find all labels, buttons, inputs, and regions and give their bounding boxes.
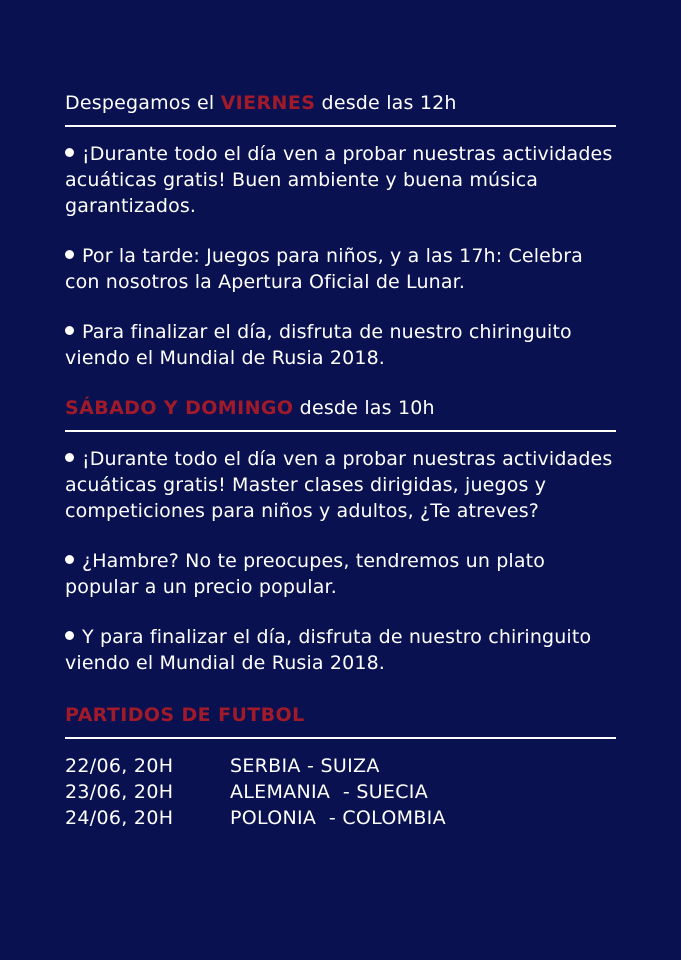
poster-content	[65, 88, 616, 831]
bullet-icon	[65, 326, 74, 335]
match-date: 23/06, 20H	[65, 781, 174, 803]
match-row	[65, 753, 616, 779]
divider	[65, 125, 616, 127]
bullet-icon	[65, 555, 74, 564]
match-date: 22/06, 20H	[65, 755, 174, 777]
match-date: 24/06, 20H	[65, 807, 174, 829]
matches-list	[65, 753, 616, 831]
bullet-icon	[65, 453, 74, 462]
section-heading-viernes: Despegamos el VIERNES desde las 12h	[65, 92, 457, 114]
list-item: Y para finalizar el día, disfruta de nuestro chiringuito viendo el Mundial de Rusia 2018.	[65, 626, 592, 674]
match-row	[65, 805, 616, 831]
heading-accent: VIERNES	[220, 92, 316, 114]
bullet-icon	[65, 250, 74, 259]
list-item: ¡Durante todo el día ven a probar nuestras actividades acuáticas gratis! Master clases dirigidas, juegos y competiciones para niños y adultos, ¿Te atreves?	[65, 448, 613, 522]
divider	[65, 430, 616, 432]
section-heading-weekend: SÁBADO Y DOMINGO desde las 10h	[65, 397, 435, 419]
match-teams: SERBIA - SUIZA	[230, 755, 380, 777]
heading-accent: SÁBADO Y DOMINGO	[65, 397, 294, 419]
match-row	[65, 779, 616, 805]
matches-heading: PARTIDOS DE FUTBOL	[65, 704, 305, 726]
list-item: Por la tarde: Juegos para niños, y a las 17h: Celebra con nosotros la Apertura Oficial de Lunar.	[65, 245, 583, 293]
match-teams: ALEMANIA - SUECIA	[230, 781, 429, 803]
bullet-icon	[65, 631, 74, 640]
divider	[65, 737, 616, 739]
list-item: ¡Durante todo el día ven a probar nuestras actividades acuáticas gratis! Buen ambiente y buena música garantizados.	[65, 143, 613, 217]
bullet-icon	[65, 148, 74, 157]
list-item: ¿Hambre? No te preocupes, tendremos un plato popular a un precio popular.	[65, 550, 546, 598]
match-teams: POLONIA - COLOMBIA	[230, 807, 446, 829]
list-item: Para finalizar el día, disfruta de nuestro chiringuito viendo el Mundial de Rusia 2018.	[65, 321, 572, 369]
